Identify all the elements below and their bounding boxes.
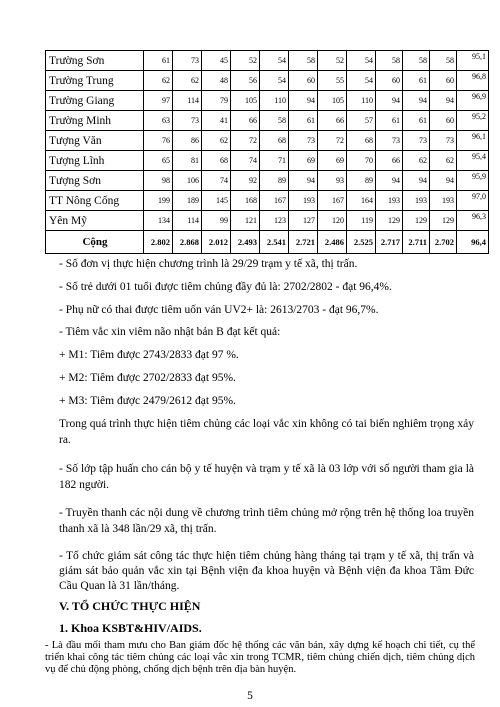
table-cell: 68	[202, 151, 231, 171]
table-cell: 61	[403, 71, 430, 91]
table-row	[46, 171, 489, 191]
table-cell: 94	[289, 171, 318, 191]
table-cell: 81	[173, 151, 202, 171]
table-cell: 168	[231, 191, 260, 211]
table-cell: 2.721	[289, 231, 318, 254]
percent-cell: 95,9	[457, 171, 489, 191]
table-cell: 74	[231, 151, 260, 171]
table-cell: 2.525	[347, 231, 376, 254]
table-cell: 60	[289, 71, 318, 91]
table-cell: 193	[376, 191, 403, 211]
table-cell: 134	[144, 211, 173, 231]
table-cell: 70	[347, 151, 376, 171]
table-cell: 58	[376, 51, 403, 71]
table-cell: 2.486	[318, 231, 347, 254]
table-row	[46, 211, 489, 231]
total-label: Cộng	[46, 231, 144, 254]
table-cell: 105	[231, 91, 260, 111]
table-cell: 52	[318, 51, 347, 71]
table-cell: 99	[202, 211, 231, 231]
table-cell: 65	[144, 151, 173, 171]
commune-name: Yên Mỹ	[46, 211, 144, 231]
table-cell: 61	[376, 111, 403, 131]
table-cell: 55	[318, 71, 347, 91]
table-cell: 72	[231, 131, 260, 151]
table-cell: 73	[289, 131, 318, 151]
table-cell: 62	[202, 131, 231, 151]
commune-name: Trường Sơn	[46, 51, 144, 71]
table-cell: 60	[430, 111, 457, 131]
table-row	[46, 151, 489, 171]
table-cell: 167	[318, 191, 347, 211]
paragraph: - Truyền thanh các nội dung về chương trình tiêm chủng mở rộng trên hệ thống loa truyền thanh xã là 348 lần/29 xã, thị trấn.	[59, 507, 474, 535]
table-cell: 110	[260, 91, 289, 111]
table-row	[46, 51, 489, 71]
table-cell: 52	[231, 51, 260, 71]
commune-name: Trường Giang	[46, 91, 144, 111]
paragraph: - Phụ nữ có thai được tiêm uốn ván UV2+ là: 2613/2703 - đạt 96,7%.	[59, 304, 379, 316]
paragraph: - Số đơn vị thực hiện chương trình là 29/29 trạm y tế xã, thị trấn.	[59, 258, 358, 270]
commune-name: TT Nông Cống	[46, 191, 144, 211]
table-cell: 189	[173, 191, 202, 211]
table-cell: 93	[318, 171, 347, 191]
table-cell: 2.711	[403, 231, 430, 254]
table-cell: 123	[260, 211, 289, 231]
commune-name: Trường Trung	[46, 71, 144, 91]
table-row	[46, 111, 489, 131]
paragraph: - Số trẻ dưới 01 tuổi được tiêm chủng đầy đủ là: 2702/2802 - đạt 96,4%.	[59, 281, 392, 293]
table-cell: 164	[347, 191, 376, 211]
percent-cell: 96,1	[457, 131, 489, 151]
table-total-row	[46, 231, 489, 254]
table-cell: 45	[202, 51, 231, 71]
table-cell: 60	[430, 71, 457, 91]
paragraph: - Số lớp tập huấn cho cán bộ y tế huyện và trạm y tế xã là 03 lớp với số người tham gia là 182 người.	[59, 463, 474, 491]
table-cell: 145	[202, 191, 231, 211]
table-cell: 2.541	[260, 231, 289, 254]
table-cell: 76	[144, 131, 173, 151]
table-cell: 86	[173, 131, 202, 151]
table-cell: 106	[173, 171, 202, 191]
table-cell: 54	[347, 51, 376, 71]
table-cell: 2.702	[430, 231, 457, 254]
table-cell: 94	[376, 91, 403, 111]
table-row	[46, 91, 489, 111]
paragraph: + M2: Tiêm được 2702/2833 đạt 95%.	[59, 372, 236, 384]
percent-cell: 96,9	[457, 91, 489, 111]
table-cell: 54	[260, 71, 289, 91]
table-cell: 62	[403, 151, 430, 171]
table-cell: 119	[347, 211, 376, 231]
commune-name: Tượng Lĩnh	[46, 151, 144, 171]
table-cell: 193	[289, 191, 318, 211]
table-cell: 89	[260, 171, 289, 191]
table-cell: 48	[202, 71, 231, 91]
table-cell: 97	[144, 91, 173, 111]
table-cell: 56	[231, 71, 260, 91]
table-cell: 199	[144, 191, 173, 211]
table-cell: 89	[347, 171, 376, 191]
table-cell: 66	[318, 111, 347, 131]
percent-cell: 95,2	[457, 111, 489, 131]
percent-cell: 96,3	[457, 211, 489, 231]
table-cell: 94	[430, 171, 457, 191]
commune-name: Tượng Sơn	[46, 171, 144, 191]
table-cell: 61	[144, 51, 173, 71]
table-cell: 73	[173, 111, 202, 131]
table-cell: 98	[144, 171, 173, 191]
paragraph: - Là đầu mối tham mưu cho Ban giám đốc hệ thống các văn bản, xây dựng kế hoạch chi tiết, cụ thể triển khai công tác tiêm chủng các loại vắc xin trong TCMR, tiêm chủng chiến dịch, tiêm chủng dịch vụ để chủ động phòng, chống dịch bệnh trên địa bàn huyện.	[45, 640, 475, 675]
table-cell: 193	[430, 191, 457, 211]
table-cell: 73	[376, 131, 403, 151]
table-row	[46, 71, 489, 91]
table-cell: 193	[403, 191, 430, 211]
table-row	[46, 191, 489, 211]
table-cell: 129	[376, 211, 403, 231]
table-cell: 57	[347, 111, 376, 131]
table-cell: 66	[231, 111, 260, 131]
table-cell: 54	[260, 51, 289, 71]
table-cell: 129	[430, 211, 457, 231]
table-cell: 94	[376, 171, 403, 191]
paragraph: + M1: Tiêm được 2743/2833 đạt 97 %.	[59, 349, 239, 361]
section-heading: V. TỔ CHỨC THỰC HIỆN	[59, 599, 201, 613]
table-cell: 92	[231, 171, 260, 191]
table-cell: 2.012	[202, 231, 231, 254]
percent-cell: 96,4	[457, 231, 489, 254]
table-cell: 73	[173, 51, 202, 71]
table-cell: 62	[173, 71, 202, 91]
table-cell: 2.717	[376, 231, 403, 254]
table-cell: 73	[403, 131, 430, 151]
table-cell: 62	[144, 71, 173, 91]
table-cell: 129	[403, 211, 430, 231]
table-cell: 94	[289, 91, 318, 111]
table-cell: 105	[318, 91, 347, 111]
table-cell: 114	[173, 91, 202, 111]
table-cell: 94	[430, 91, 457, 111]
table-cell: 72	[318, 131, 347, 151]
table-cell: 63	[144, 111, 173, 131]
percent-cell: 97,0	[457, 191, 489, 211]
table-cell: 61	[403, 111, 430, 131]
table-cell: 94	[403, 91, 430, 111]
table-cell: 110	[347, 91, 376, 111]
table-cell: 68	[347, 131, 376, 151]
vaccination-table	[45, 50, 489, 254]
table-cell: 2.493	[231, 231, 260, 254]
table-cell: 69	[318, 151, 347, 171]
paragraph: Trong quá trình thực hiện tiêm chủng các loại vắc xin không có tai biến nghiêm trọng xảy ra.	[59, 418, 474, 446]
commune-name: Tượng Văn	[46, 131, 144, 151]
table-cell: 167	[260, 191, 289, 211]
table-cell: 120	[318, 211, 347, 231]
percent-cell: 95,1	[457, 51, 489, 71]
table-cell: 73	[430, 131, 457, 151]
table-cell: 69	[289, 151, 318, 171]
table-cell: 58	[289, 51, 318, 71]
paragraph: + M3: Tiêm được 2479/2612 đạt 95%.	[59, 395, 236, 407]
table-cell: 74	[202, 171, 231, 191]
table-cell: 58	[403, 51, 430, 71]
table-cell: 114	[173, 211, 202, 231]
table-row	[46, 131, 489, 151]
table-cell: 60	[376, 71, 403, 91]
table-cell: 41	[202, 111, 231, 131]
table-cell: 2.868	[173, 231, 202, 254]
table-cell: 79	[202, 91, 231, 111]
table-cell: 71	[260, 151, 289, 171]
table-cell: 68	[260, 131, 289, 151]
percent-cell: 96,8	[457, 71, 489, 91]
table-cell: 58	[430, 51, 457, 71]
table-cell: 94	[403, 171, 430, 191]
table-cell: 54	[347, 71, 376, 91]
page-number: 5	[247, 690, 253, 702]
table-cell: 127	[289, 211, 318, 231]
paragraph: - Tổ chức giám sát công tác thực hiện tiêm chủng hàng tháng tại trạm y tế xã, thị trấn và giám sát bảo quản vắc xin tại Bệnh viện đa khoa huyện và Bệnh viện đa khoa Tâm Đức Cầu Quan là 31 lần/tháng.	[59, 550, 474, 592]
table-cell: 62	[430, 151, 457, 171]
table-cell: 61	[289, 111, 318, 131]
percent-cell: 95,4	[457, 151, 489, 171]
table-cell: 58	[260, 111, 289, 131]
paragraph: - Tiêm vắc xin viêm não nhật bản B đạt kết quả:	[59, 326, 281, 338]
commune-name: Trường Minh	[46, 111, 144, 131]
table-cell: 66	[376, 151, 403, 171]
subsection-heading: 1. Khoa KSBT&HIV/AIDS.	[59, 621, 202, 635]
table-cell: 121	[231, 211, 260, 231]
table-cell: 2.802	[144, 231, 173, 254]
